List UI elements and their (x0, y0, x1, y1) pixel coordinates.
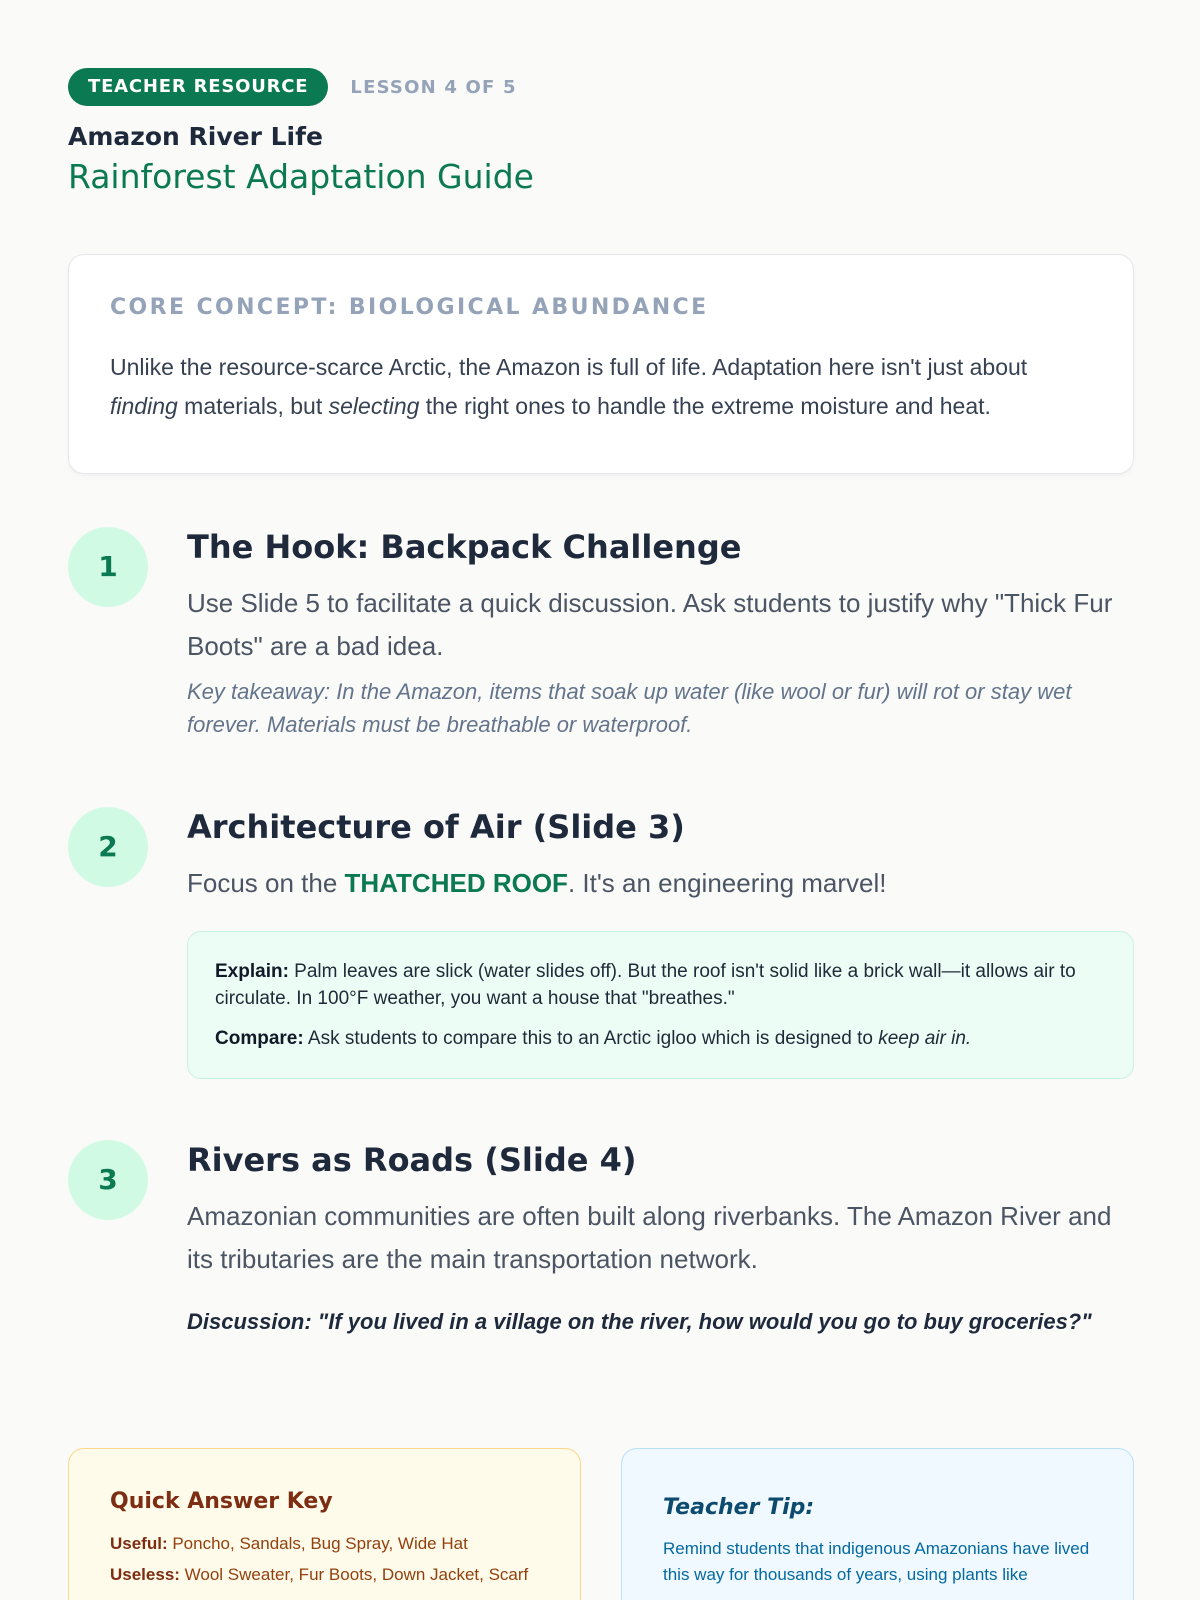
concept-emphasis-finding: finding (110, 393, 178, 419)
step-text: Use Slide 5 to facilitate a quick discussion. Ask students to justify why "Thick Fur Boots" are a bad idea. (187, 588, 1113, 661)
core-concept-heading: CORE CONCEPT: BIOLOGICAL ABUNDANCE (110, 295, 709, 320)
compare-text: Ask students to compare this to an Arctic igloo which is designed to (303, 1028, 879, 1049)
explain-label: Explain: (215, 961, 289, 982)
concept-emphasis-selecting: selecting (328, 393, 420, 419)
compare-emphasis: keep air in. (878, 1028, 972, 1049)
quick-answer-key-card (68, 1448, 581, 1600)
useful-items-line (110, 1528, 540, 1559)
step-text-part: Focus on the (187, 868, 345, 898)
page-title: Rainforest Adaptation Guide (68, 157, 534, 196)
step-title: The Hook: Backpack Challenge (187, 528, 742, 566)
step-number-badge: 3 (68, 1140, 148, 1220)
useful-label: Useful: (110, 1534, 168, 1553)
answer-key-title: Quick Answer Key (110, 1489, 333, 1514)
explain-paragraph (215, 958, 1106, 1012)
concept-text-part: the right ones to handle the extreme moisture and heat. (419, 393, 991, 419)
teacher-tip-text: Remind students that indigenous Amazonians have lived this way for thousands of years, using plants like (663, 1539, 1090, 1584)
step-text-part: . It's an engineering marvel! (567, 868, 887, 898)
step-3 (68, 1140, 1134, 1420)
concept-text-part: Unlike the resource-scarce Arctic, the Amazon is full of life. Adaptation here isn't just about (110, 354, 1028, 380)
step-text (187, 862, 1134, 905)
step-2 (68, 807, 1134, 1107)
step-1 (68, 527, 1134, 747)
thatched-roof-highlight: THATCHED ROOF (344, 868, 568, 898)
concept-text-part: materials, but (177, 393, 329, 419)
explain-callout (187, 931, 1134, 1079)
step-content (187, 807, 1134, 1079)
explain-text: Palm leaves are slick (water slides off). But the roof isn't solid like a brick wall—it allows air to circulate. In 100°F weather, you want a house that "breathes." (215, 961, 1076, 1009)
step-title: Rivers as Roads (Slide 4) (187, 1141, 637, 1179)
useful-items: Poncho, Sandals, Bug Spray, Wide Hat (167, 1534, 468, 1553)
step-number-badge: 2 (68, 807, 148, 887)
teacher-resource-badge: TEACHER RESOURCE (68, 68, 328, 106)
step-content (187, 527, 1134, 741)
teacher-tip-title: Teacher Tip: (663, 1495, 815, 1520)
useless-items-line (110, 1559, 540, 1590)
lesson-progress-label: LESSON 4 OF 5 (350, 76, 517, 98)
core-concept-text (110, 348, 1093, 426)
page-subtitle: Amazon River Life (68, 122, 323, 151)
compare-label: Compare: (215, 1028, 304, 1049)
header-row (68, 68, 1134, 106)
step-title: Architecture of Air (Slide 3) (187, 808, 685, 846)
discussion-prompt: Discussion: "If you lived in a village on the river, how would you go to buy groceries?" (187, 1309, 1092, 1334)
useless-label: Useless: (110, 1565, 180, 1584)
useless-items: Wool Sweater, Fur Boots, Down Jacket, Scarf (179, 1565, 529, 1584)
step-text: Amazonian communities are often built along riverbanks. The Amazon River and its tributaries are the main transportation network. (187, 1201, 1112, 1274)
compare-paragraph (215, 1025, 1106, 1052)
teacher-guide-page (68, 68, 1134, 1584)
step-number-badge: 1 (68, 527, 148, 607)
core-concept-card (68, 254, 1134, 474)
step-content (187, 1140, 1134, 1338)
teacher-tip-card (621, 1448, 1134, 1600)
key-takeaway: Key takeaway: In the Amazon, items that soak up water (like wool or fur) will rot or stay wet forever. Materials must be breathable or waterproof. (187, 679, 1072, 737)
